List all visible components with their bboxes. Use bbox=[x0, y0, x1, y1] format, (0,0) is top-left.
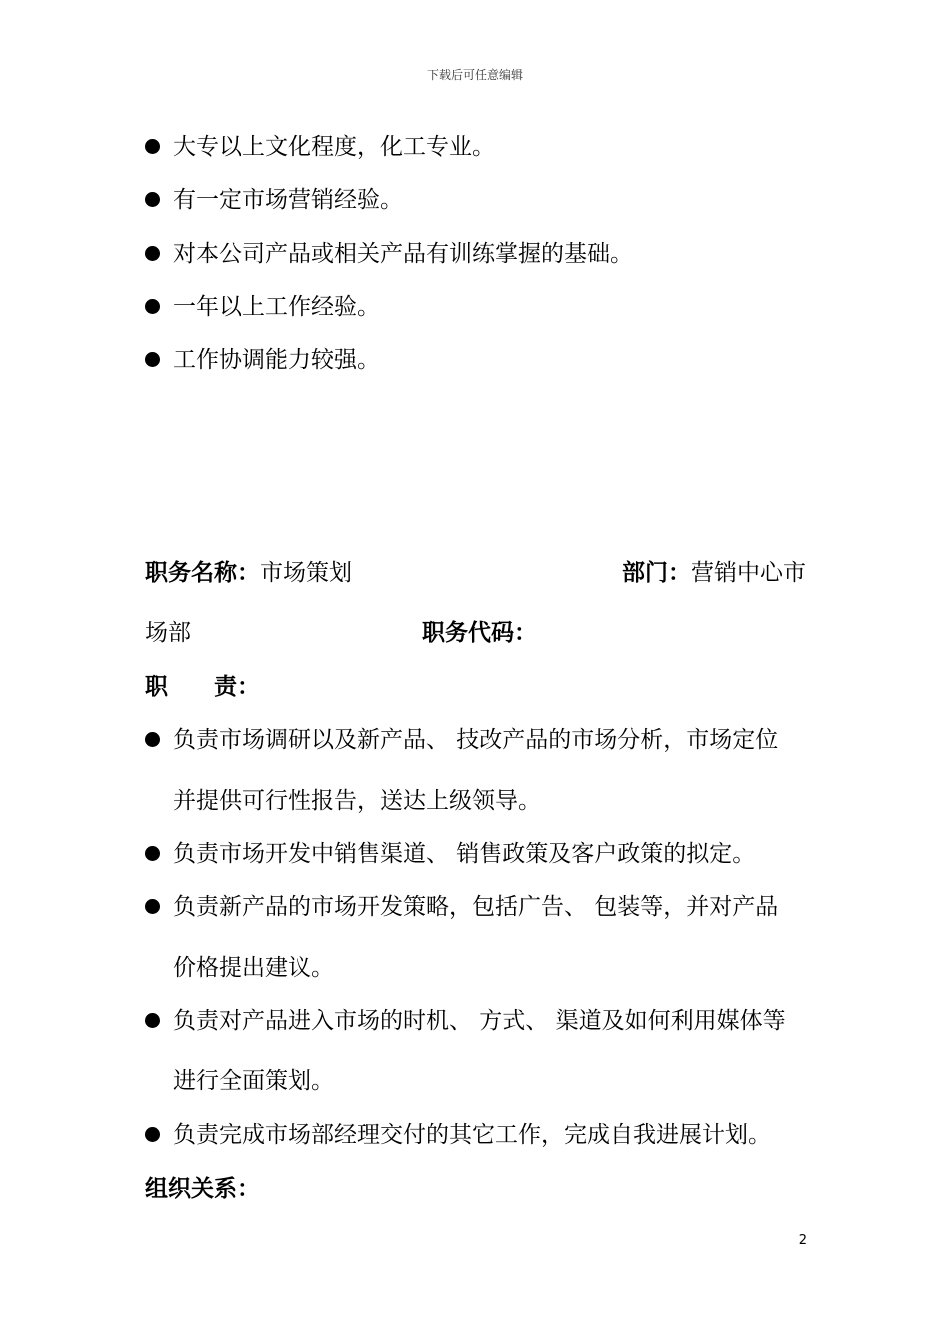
job-code-label: 职务代码： bbox=[422, 620, 537, 646]
job-title-value: 市场策划 bbox=[260, 560, 352, 586]
duty-text: 负责市场开发中销售渠道、 销售政策及客户政策的拟定。 bbox=[173, 841, 756, 867]
requirement-text: 对本公司产品或相关产品有训练掌握的基础。 bbox=[173, 241, 633, 267]
department-value-continued: 场部 bbox=[145, 620, 191, 646]
duty-text-continued: 价格提出建议。 bbox=[173, 955, 334, 981]
duty-text: 负责完成市场部经理交付的其它工作，完成自我进展计划。 bbox=[173, 1122, 771, 1148]
requirement-text: 工作协调能力较强。 bbox=[173, 347, 380, 373]
bullet-icon bbox=[145, 899, 160, 914]
requirement-text: 一年以上工作经验。 bbox=[173, 294, 380, 320]
bullet-icon bbox=[145, 846, 160, 861]
bullet-icon bbox=[145, 732, 160, 747]
job-title-label: 职务名称： bbox=[145, 560, 260, 586]
job-title-line bbox=[145, 558, 352, 588]
duty-text: 负责新产品的市场开发策略，包括广告、 包装等，并对产品 bbox=[173, 894, 779, 920]
duty-text: 负责对产品进入市场的时机、 方式、 渠道及如何利用媒体等 bbox=[173, 1008, 786, 1034]
page-header: 下载后可任意编辑 bbox=[426, 68, 523, 82]
org-relations-label: 组织关系： bbox=[145, 1176, 260, 1202]
bullet-icon bbox=[145, 1127, 160, 1142]
bullet-icon bbox=[145, 1013, 160, 1028]
bullet-icon bbox=[145, 246, 160, 261]
duty-text: 负责市场调研以及新产品、 技改产品的市场分析，市场定位 bbox=[173, 727, 779, 753]
department-value: 营销中心市 bbox=[691, 560, 806, 586]
bullet-icon bbox=[145, 139, 160, 154]
bullet-icon bbox=[145, 192, 160, 207]
duties-label: 职 责： bbox=[145, 674, 260, 700]
bullet-icon bbox=[145, 299, 160, 314]
requirement-text: 有一定市场营销经验。 bbox=[173, 187, 403, 213]
department-label: 部门： bbox=[622, 560, 691, 586]
duty-text-continued: 进行全面策划。 bbox=[173, 1068, 334, 1094]
page-number: 2 bbox=[798, 1233, 807, 1248]
bullet-icon bbox=[145, 352, 160, 367]
duty-text-continued: 并提供可行性报告，送达上级领导。 bbox=[173, 788, 541, 814]
requirement-text: 大专以上文化程度，化工专业。 bbox=[173, 134, 495, 160]
department-line bbox=[622, 558, 806, 588]
